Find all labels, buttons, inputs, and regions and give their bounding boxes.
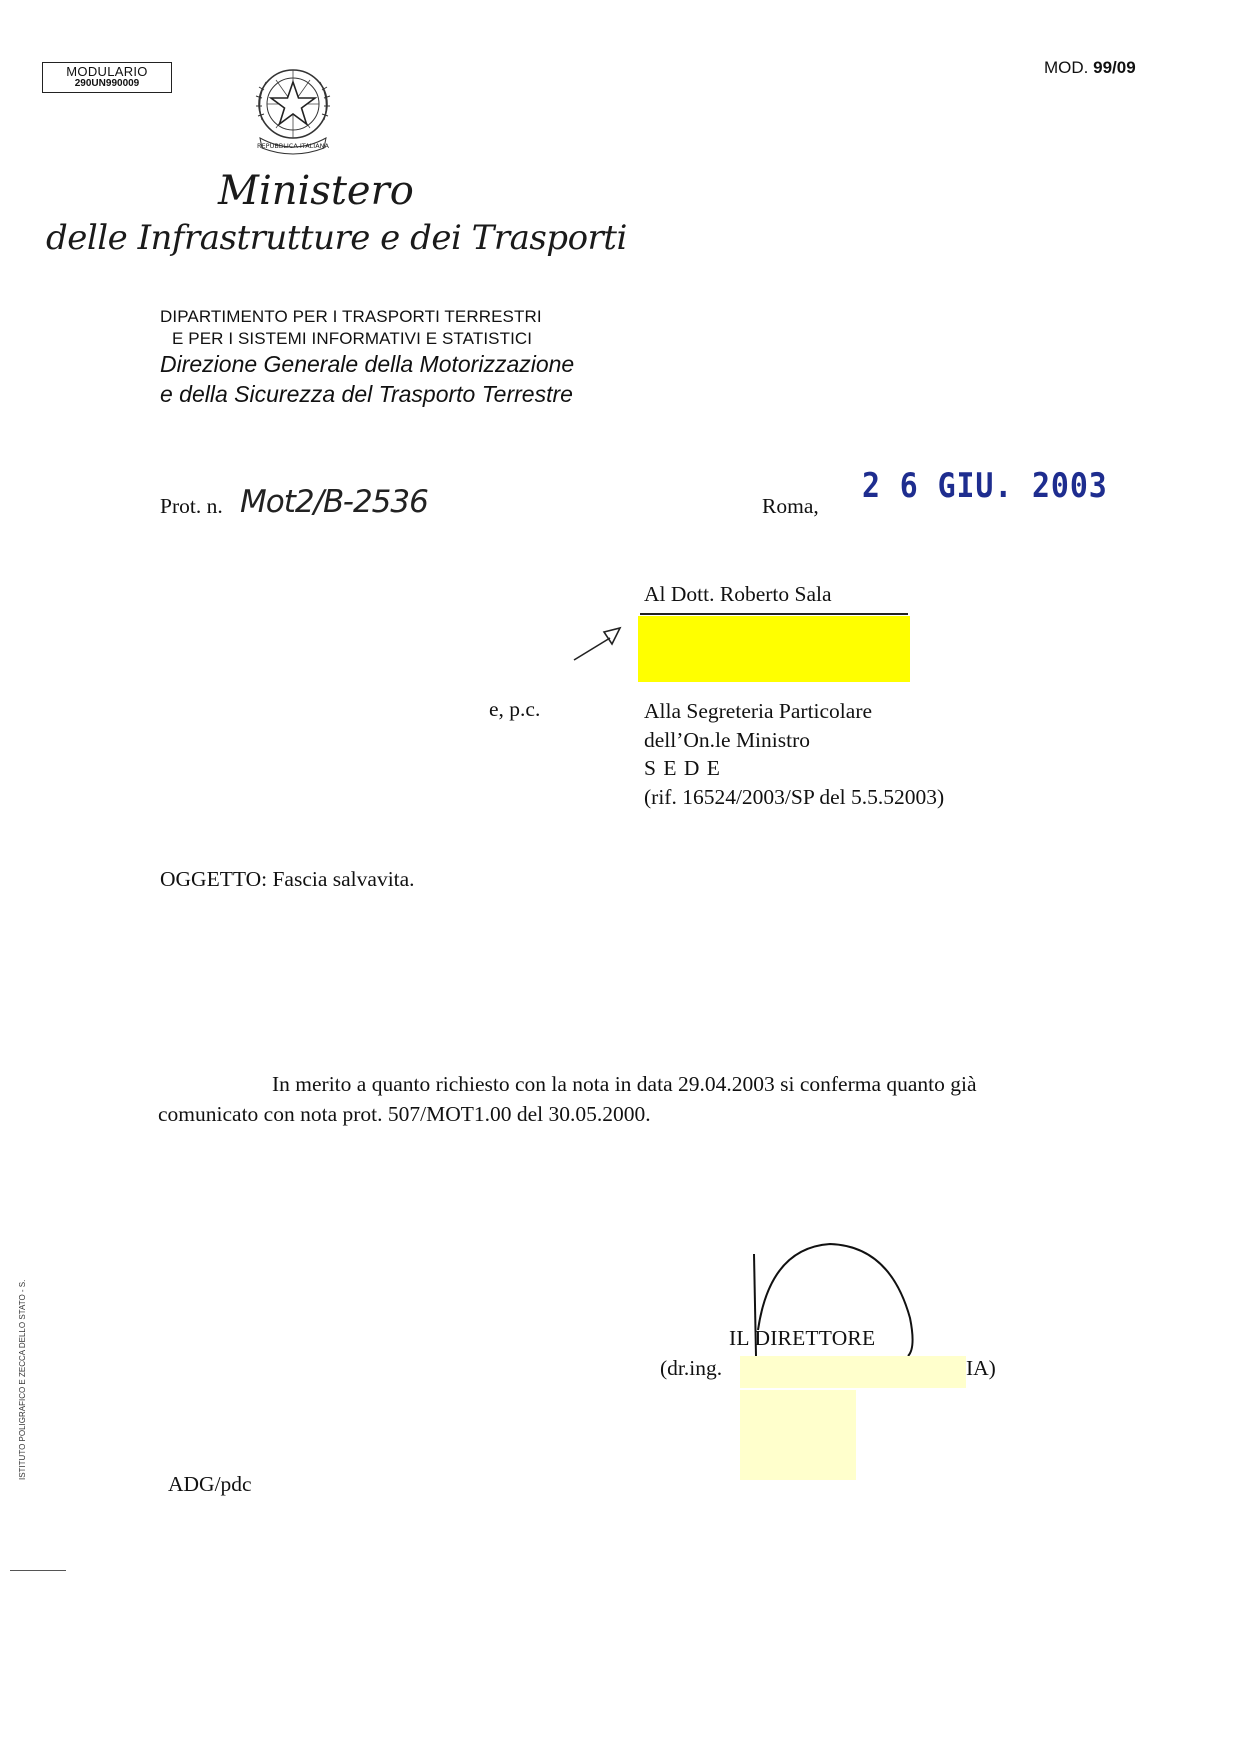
directorate-line2: e della Sicurezza del Trasporto Terrestre <box>160 381 573 407</box>
signature-title: IL DIRETTORE <box>729 1326 876 1350</box>
ministry-title-line1: Ministero <box>218 168 414 214</box>
city-label: Roma, <box>762 494 819 518</box>
recipient-underline <box>640 613 908 615</box>
protocol-number-handwritten: Mot2/B-2536 <box>240 484 428 520</box>
italian-emblem-icon <box>246 60 340 156</box>
form-number-prefix: MOD. <box>1044 58 1089 77</box>
redacted-stamp <box>740 1390 856 1480</box>
directorate-line1: Direzione Generale della Motorizzazione <box>160 351 575 377</box>
signature-name-suffix: IA) <box>966 1356 996 1380</box>
body-line2: comunicato con nota prot. 507/MOT1.00 del 30.05.2000. <box>158 1102 651 1126</box>
cc-line3: S E D E <box>644 756 721 780</box>
protocol-label: Prot. n. <box>160 494 223 518</box>
department-line2: E PER I SISTEMI INFORMATIVI E STATISTICI <box>172 329 533 348</box>
ministry-title-line2: delle Infrastrutture e dei Trasporti <box>46 218 627 258</box>
cc-line4: (rif. 16524/2003/SP del 5.5.52003) <box>644 784 945 809</box>
subject-label: OGGETTO: <box>160 867 268 891</box>
department-block <box>160 306 542 350</box>
emblem-motto: REPUBBLICA ITALIANA <box>257 142 329 150</box>
directorate-block <box>160 349 574 409</box>
form-number <box>1044 58 1136 78</box>
subject-line <box>160 867 415 892</box>
redacted-address <box>638 616 910 682</box>
recipient-primary: Al Dott. Roberto Sala <box>644 582 832 606</box>
cc-label: e, p.c. <box>489 697 541 721</box>
modulario-label: MODULARIO <box>66 64 148 79</box>
date-stamp: 2 6 GIU. 2003 <box>862 466 1108 506</box>
body-line1: In merito a quanto richiesto con la nota in data 29.04.2003 si conferma quanto già <box>272 1072 977 1096</box>
signature-name-prefix: (dr.ing. <box>660 1356 723 1380</box>
author-initials: ADG/pdc <box>168 1472 252 1496</box>
cc-line1: Alla Segreteria Particolare <box>644 699 873 723</box>
subject-text: Fascia salvavita. <box>272 867 415 891</box>
redacted-name <box>740 1356 966 1388</box>
department-line1: DIPARTIMENTO PER I TRASPORTI TERRESTRI <box>160 307 542 326</box>
form-number-value: 99/09 <box>1093 58 1136 77</box>
modulario-code: 290UN990009 <box>74 78 140 89</box>
side-print-text: ISTITUTO POLIGRAFICO E ZECCA DELLO STATO - S. <box>18 1279 27 1480</box>
handwritten-arrow-icon <box>570 622 626 664</box>
scan-mark <box>10 1570 66 1571</box>
modulario-box <box>42 62 172 93</box>
cc-recipient-block <box>644 697 944 811</box>
cc-line2: dell’On.le Ministro <box>644 727 811 752</box>
